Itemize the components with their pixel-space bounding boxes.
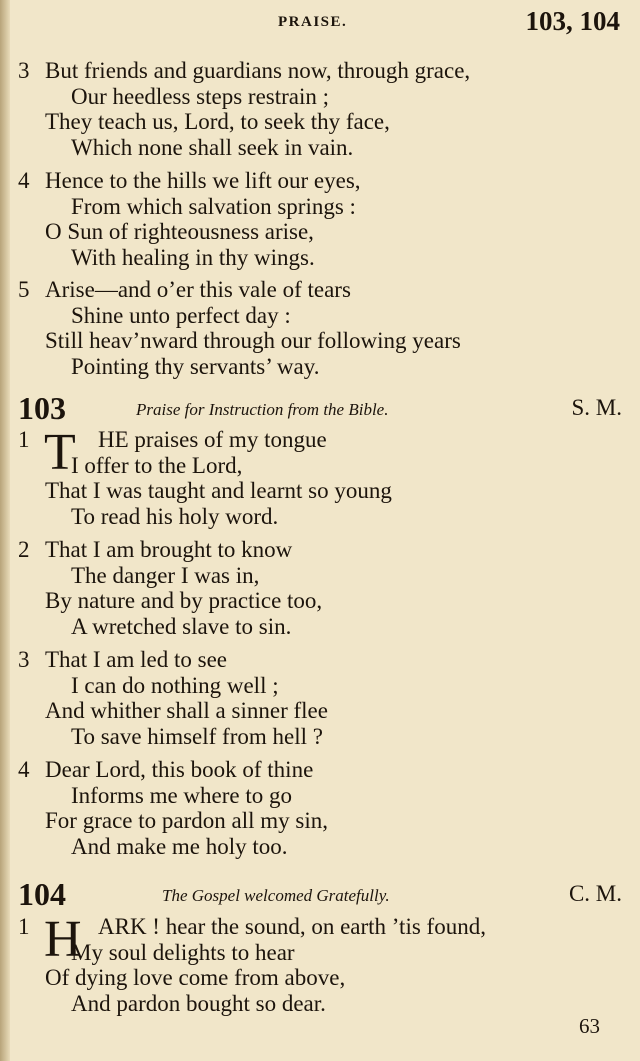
hymn-103-heading	[18, 390, 622, 424]
verse-number: 3	[18, 58, 30, 83]
verse-line: That I was taught and learnt so young	[45, 478, 392, 504]
verse-line: And pardon bought so dear.	[71, 990, 326, 1016]
verse-line: They teach us, Lord, to seek thy face,	[45, 109, 390, 135]
verse-line: ARK ! hear the sound, on earth ’tis found,	[98, 914, 486, 939]
verse-line: From which salvation springs :	[71, 193, 356, 219]
verse-number: 3	[18, 647, 30, 672]
verse-103-3	[18, 647, 626, 749]
verse-line: But friends and guardians now, through grace,	[45, 58, 471, 83]
drop-cap: T	[44, 424, 76, 481]
page-number: 63	[579, 1014, 600, 1038]
verse-line: Arise—and o’er this vale of tears	[45, 277, 351, 302]
verse-number: 4	[18, 168, 30, 193]
verse-line: Of dying love come from above,	[45, 965, 346, 991]
verse-103-4	[18, 757, 626, 859]
verse-line: By nature and by practice too,	[45, 588, 323, 614]
verse-line: To read his holy word.	[71, 503, 279, 529]
verse-line: Shine unto perfect day :	[71, 302, 291, 328]
verse-104-1	[18, 911, 626, 1016]
verse-line: Hence to the hills we lift our eyes,	[45, 168, 361, 193]
verse-line: That I am brought to know	[45, 537, 293, 562]
verse-line: With healing in thy wings.	[71, 244, 315, 270]
running-header-hymn-numbers: 103, 104	[525, 6, 620, 36]
verse-line: HE praises of my tongue	[98, 427, 327, 452]
verse-number: 1	[18, 914, 30, 939]
hymn-title: Praise for Instruction from the Bible.	[136, 400, 389, 419]
hymn-meter: C. M.	[568, 881, 622, 906]
verse-102-5	[18, 277, 626, 379]
hymn-title: The Gospel welcomed Gratefully.	[162, 886, 390, 905]
verse-number: 2	[18, 537, 30, 562]
verse-102-3	[18, 58, 626, 160]
hymn-number: 103	[18, 390, 66, 426]
verse-line: Our heedless steps restrain ;	[71, 83, 330, 109]
verse-line: O Sun of righteousness arise,	[45, 219, 314, 245]
verse-line: I can do nothing well ;	[71, 672, 279, 698]
page-edge	[0, 0, 10, 1061]
verse-number: 5	[18, 277, 30, 302]
verse-line: Informs me where to go	[71, 782, 292, 808]
hymn-number: 104	[18, 876, 66, 912]
verse-line: Dear Lord, this book of thine	[45, 757, 314, 782]
running-header-section: PRAISE.	[278, 14, 348, 30]
verse-line: The danger I was in,	[71, 562, 260, 588]
verse-line: That I am led to see	[45, 647, 228, 672]
hymn-meter: S. M.	[571, 395, 622, 420]
verse-line: A wretched slave to sin.	[71, 613, 292, 639]
verse-103-2	[18, 537, 626, 639]
verse-line: And whither shall a sinner flee	[45, 698, 328, 724]
verse-number: 4	[18, 757, 30, 782]
verse-102-4	[18, 168, 626, 270]
verse-line: My soul delights to hear	[71, 939, 295, 965]
verse-line: For grace to pardon all my sin,	[45, 808, 328, 834]
verse-line: And make me holy too.	[71, 833, 288, 859]
drop-cap: H	[44, 911, 82, 968]
verse-number: 1	[18, 427, 30, 452]
verse-line: Which none shall seek in vain.	[71, 134, 354, 160]
verse-line: I offer to the Lord,	[71, 452, 243, 478]
verse-line: To save himself from hell ?	[71, 723, 323, 749]
verse-line: Pointing thy servants’ way.	[71, 353, 320, 379]
hymn-104-heading	[18, 876, 622, 910]
verse-103-1	[18, 424, 626, 529]
verse-line: Still heav’nward through our following years	[45, 328, 461, 354]
